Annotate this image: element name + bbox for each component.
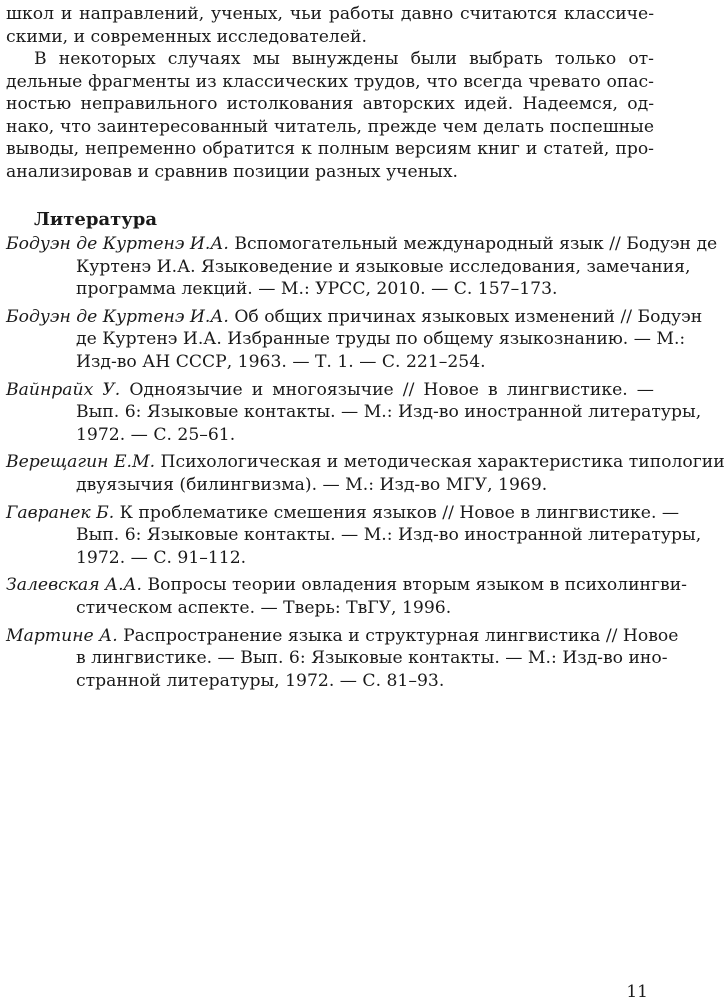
paragraph-line: нако, что заинтересованный читатель, прежде чем делать поспешные (6, 116, 654, 137)
reference-author: Гавранек Б. (6, 502, 115, 523)
page-number: 11 (626, 982, 648, 1002)
reference-author: Вайнрайх У. (6, 379, 121, 400)
reference-line: Вып. 6: Языковые контакты. — М.: Изд-во иностранной литературы, (76, 525, 702, 546)
reference-text: Вспомогательный международный язык // Бодуэн де (228, 234, 718, 254)
reference-line (6, 379, 654, 402)
reference-line (6, 502, 680, 525)
paragraph-line: ностью неправильного истолкования авторских идей. Надеемся, од- (6, 94, 654, 115)
reference-author: Верещагин Е.М. (6, 452, 156, 473)
reference-item (6, 379, 702, 447)
reference-line (6, 451, 725, 474)
reference-line (6, 233, 718, 256)
reference-line: в лингвистике. — Вып. 6: Языковые контакты. — М.: Изд-во ино- (76, 648, 668, 669)
reference-line: стическом аспекте. — Тверь: ТвГУ, 1996. (76, 597, 452, 618)
reference-item (6, 451, 725, 496)
reference-line: странной литературы, 1972. — С. 81–93. (76, 670, 445, 691)
reference-text: Одноязычие и многоязычие // Новое в лингвистике. — (120, 379, 654, 400)
paragraph-line: школ и направлений, ученых, чьи работы давно считаются классиче- (6, 4, 654, 24)
reference-line: программа лекций. — М.: УРСС, 2010. — С. 157–173. (76, 279, 558, 300)
paragraph-1 (6, 3, 654, 48)
reference-item (6, 502, 702, 570)
references-heading: Литература (34, 209, 158, 230)
reference-line: двуязычия (билингвизма). — М.: Изд-во МГУ, 1969. (76, 474, 548, 495)
reference-line: 1972. — С. 25–61. (76, 424, 236, 445)
paragraph-line: выводы, непременно обратится к полным версиям книг и статей, про- (6, 139, 654, 160)
reference-item (6, 306, 703, 374)
reference-line: Изд-во АН СССР, 1963. — Т. 1. — С. 221–254. (76, 351, 486, 372)
reference-line (6, 306, 703, 329)
reference-line (6, 574, 687, 597)
paragraph-2 (6, 48, 654, 184)
reference-line: Вып. 6: Языковые контакты. — М.: Изд-во иностранной литературы, (76, 402, 702, 423)
paragraph-line: скими, и современных исследователей. (6, 26, 367, 47)
reference-text: Распространение языка и структурная лингвистика // Новое (117, 625, 679, 646)
reference-item (6, 625, 679, 693)
reference-author: Мартине А. (6, 625, 118, 646)
reference-line: 1972. — С. 91–112. (76, 547, 247, 568)
paragraph-line: анализировав и сравнив позиции разных ученых. (6, 161, 459, 182)
reference-line: Куртенэ И.А. Языковедение и языковые исследования, замечания, (76, 256, 691, 277)
paragraph-line: дельные фрагменты из классических трудов, что всегда чревато опас- (6, 71, 654, 92)
reference-text: Об общих причинах языковых изменений // Бодуэн (228, 306, 703, 327)
references-list (6, 233, 725, 697)
reference-text: Вопросы теории овладения вторым языком в психолингви- (142, 575, 687, 596)
reference-text: Психологическая и методическая характеристика типологии (155, 452, 725, 473)
reference-author: Бодуэн де Куртенэ И.А. (6, 306, 229, 327)
reference-item (6, 233, 718, 301)
reference-author: Бодуэн де Куртенэ И.А. (6, 234, 229, 254)
paragraph-line: В некоторых случаях мы вынуждены были выбрать только от- (34, 49, 654, 69)
reference-author: Залевская А.А. (6, 575, 143, 596)
reference-item (6, 574, 687, 619)
reference-line (6, 625, 679, 648)
reference-text: К проблематике смешения языков // Новое в лингвистике. — (114, 502, 680, 523)
reference-line: де Куртенэ И.А. Избранные труды по общему языкознанию. — М.: (76, 329, 686, 350)
